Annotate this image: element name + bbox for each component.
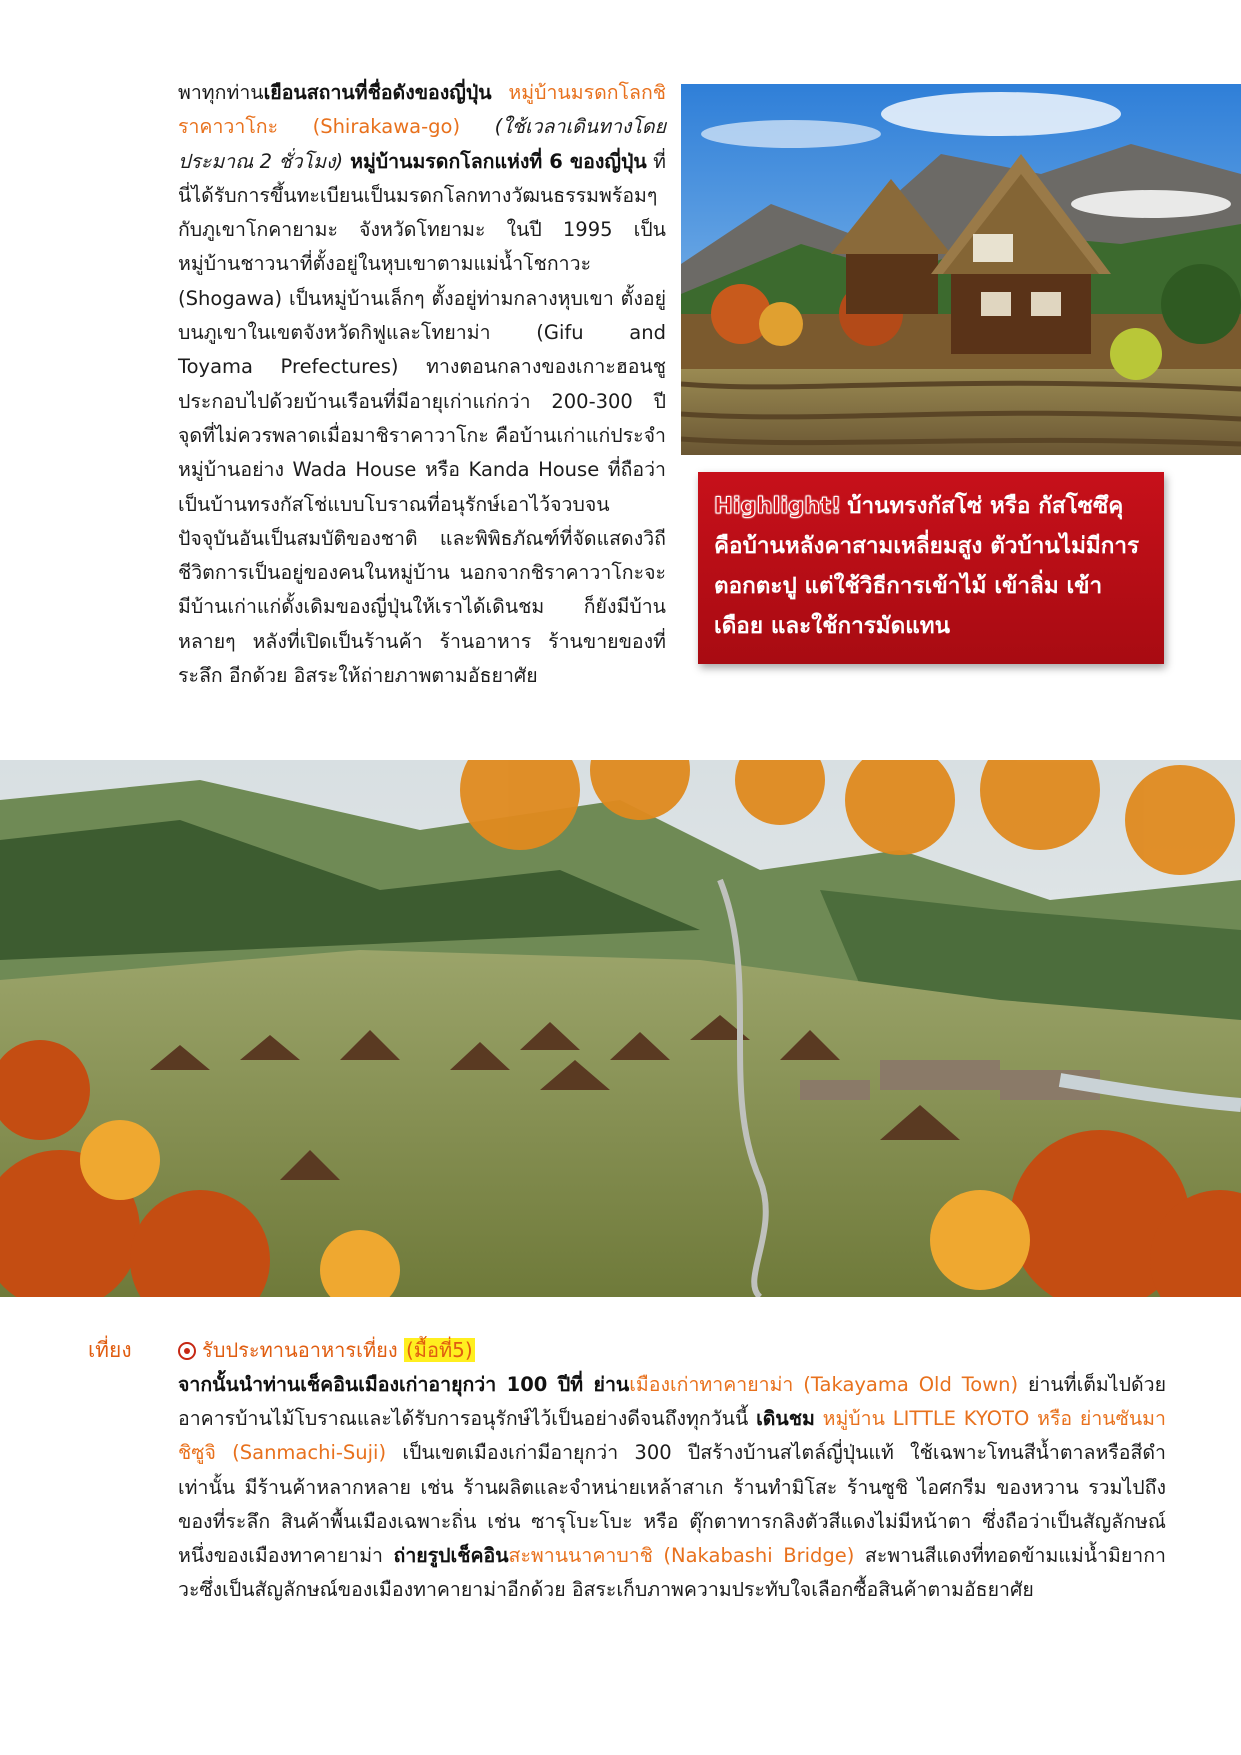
intro-shirakawa-link: หมู่บ้านมรดกโลกชิราคาวาโกะ (Shirakawa-go): [178, 81, 666, 139]
lunch-heading: [178, 1334, 475, 1366]
lunch-bold-2: เดินชม: [756, 1407, 815, 1431]
takayama-old-town-link: เมืองเก่าทาคายาม่า (Takayama Old Town): [629, 1373, 1019, 1396]
intro-bold-2: หมู่บ้านมรดกโลกแห่งที่ 6 ของญี่ปุ่น: [343, 149, 647, 173]
lunch-heading-text: รับประทานอาหารเที่ยง: [202, 1338, 404, 1362]
highlight-tag: Highlight!: [714, 493, 842, 519]
highlight-box: [698, 472, 1164, 664]
lunch-text-3: สะพานสีแดงที่ทอดข้ามแม่น้ำมิยากาวะซึ่งเป็นสัญลักษณ์ของเมืองทาคายาม่าอีกด้วย อิสระเก็บภาพความประทับใจเลือกซื้อสินค้าตามอัธยาศัย: [178, 1544, 1166, 1602]
gassho-house-photo: [681, 84, 1241, 455]
lunch-time-label: เที่ยง: [88, 1338, 132, 1362]
restaurant-icon: [178, 1342, 196, 1360]
intro-travel-time: (ใช้เวลาเดินทางโดยประมาณ 2 ชั่วโมง): [178, 115, 666, 173]
meal-number-badge: (มื้อที่5): [405, 1338, 473, 1362]
lunch-text-1: ย่านที่เต็มไปด้วยอาคารบ้านไม้โบราณและได้รับการอนุรักษ์ไว้เป็นอย่างดีจนถึงทุกวันนี้: [178, 1373, 1166, 1431]
intro-text-2: ที่นี่ได้รับการขึ้นทะเบียนเป็นมรดกโลกทางวัฒนธรรมพร้อมๆ กับภูเขาโกคายามะ จังหวัดโทยามะ ในปี 1995 เป็นหมู่บ้านชาวนาที่ตั้งอยู่ในหุบเขาตามแม่น้ำโชกาวะ (Shogawa) เป็นหมู่บ้านเล็กๆ ตั้งอยู่ท่ามกลางหุบเขา ตั้งอยู่บนภูเขาในเขตจังหวัดกิฟูและโทยาม่า (Gifu and Toyama Prefectures) ทางตอนกลางของเกาะฮอนชู ประกอบไปด้วยบ้านเรือนที่มีอายุเก่าแก่กว่า 200-300 ปี จุดที่ไม่ควรพลาดเมื่อมาชิราคาวาโกะ คือบ้านเก่าแก่ประจำหมู่บ้านอย่าง Wada House หรือ Kanda House ที่ถือว่าเป็นบ้านทรงกัสโช่แบบโบราณที่อนุรักษ์เอาไว้จวบจนปัจจุบันอันเป็นสมบัติของชาติ และพิพิธภัณฑ์ที่จัดแสดงวิถีชีวิตการเป็นอยู่ของคนในหมู่บ้าน นอกจากชิราคาวาโกะจะมีบ้านเก่าแก่ดั้งเดิมของญี่ปุ่นให้เราได้เดินชม ก็ยังมีบ้านหลายๆ หลังที่เปิดเป็นร้านค้า ร้านอาหาร ร้านขายของที่ระลึก อีกด้วย อิสระให้ถ่ายภาพตามอัธยาศัย: [178, 149, 666, 688]
intro-bold-1: เยือนสถานที่ชื่อดังของญี่ปุ่น: [263, 81, 492, 104]
shirakawa-village-panorama-photo: [0, 760, 1241, 1297]
highlight-text: บ้านทรงกัสโซ่ หรือ กัสโซซึคุ คือบ้านหลังคาสามเหลี่ยมสูง ตัวบ้านไม่มีการตอกตะปู แต่ใช้วิธีการเข้าไม้ เข้าลิ่ม เข้าเดือย และใช้การมัดแทน: [714, 493, 1140, 639]
intro-text-1: พาทุกท่าน: [178, 81, 264, 104]
lunch-bold-3: ถ่ายรูปเช็คอิน: [393, 1544, 509, 1568]
intro-paragraph: [178, 76, 666, 693]
little-kyoto-link: หมู่บ้าน LITTLE KYOTO หรือ ย่านซันมาชิซูจิ (Sanmachi-Suji): [178, 1407, 1166, 1465]
lunch-paragraph: [178, 1368, 1166, 1607]
nakabashi-bridge-link: สะพานนาคาบาชิ (Nakabashi Bridge): [508, 1544, 855, 1568]
lunch-bold-1: จากนั้นนำท่านเช็คอินเมืองเก่าอายุกว่า 100 ปีที่ ย่าน: [178, 1373, 630, 1396]
lunch-text-2: เป็นเขตเมืองเก่ามีอายุกว่า 300 ปีสร้างบ้านสไตล์ญี่ปุ่นแท้ ใช้เฉพาะโทนสีน้ำตาลหรือสีดำเท่านั้น มีร้านค้าหลากหลาย เช่น ร้านผลิตและจำหน่ายเหล้าสาเก ร้านทำมิโสะ ร้านซูชิ ไอศกรีม ของหวาน รวมไปถึงของที่ระลึก สินค้าพื้นเมืองเฉพาะถิ่น เช่น ซารุโบะโบะ หรือ ตุ๊กตาทารกลิงตัวสีแดงไม่มีหน้าตา ซึ่งถือว่าเป็นสัญลักษณ์หนึ่งของเมืองทาคายาม่า: [178, 1441, 1166, 1568]
